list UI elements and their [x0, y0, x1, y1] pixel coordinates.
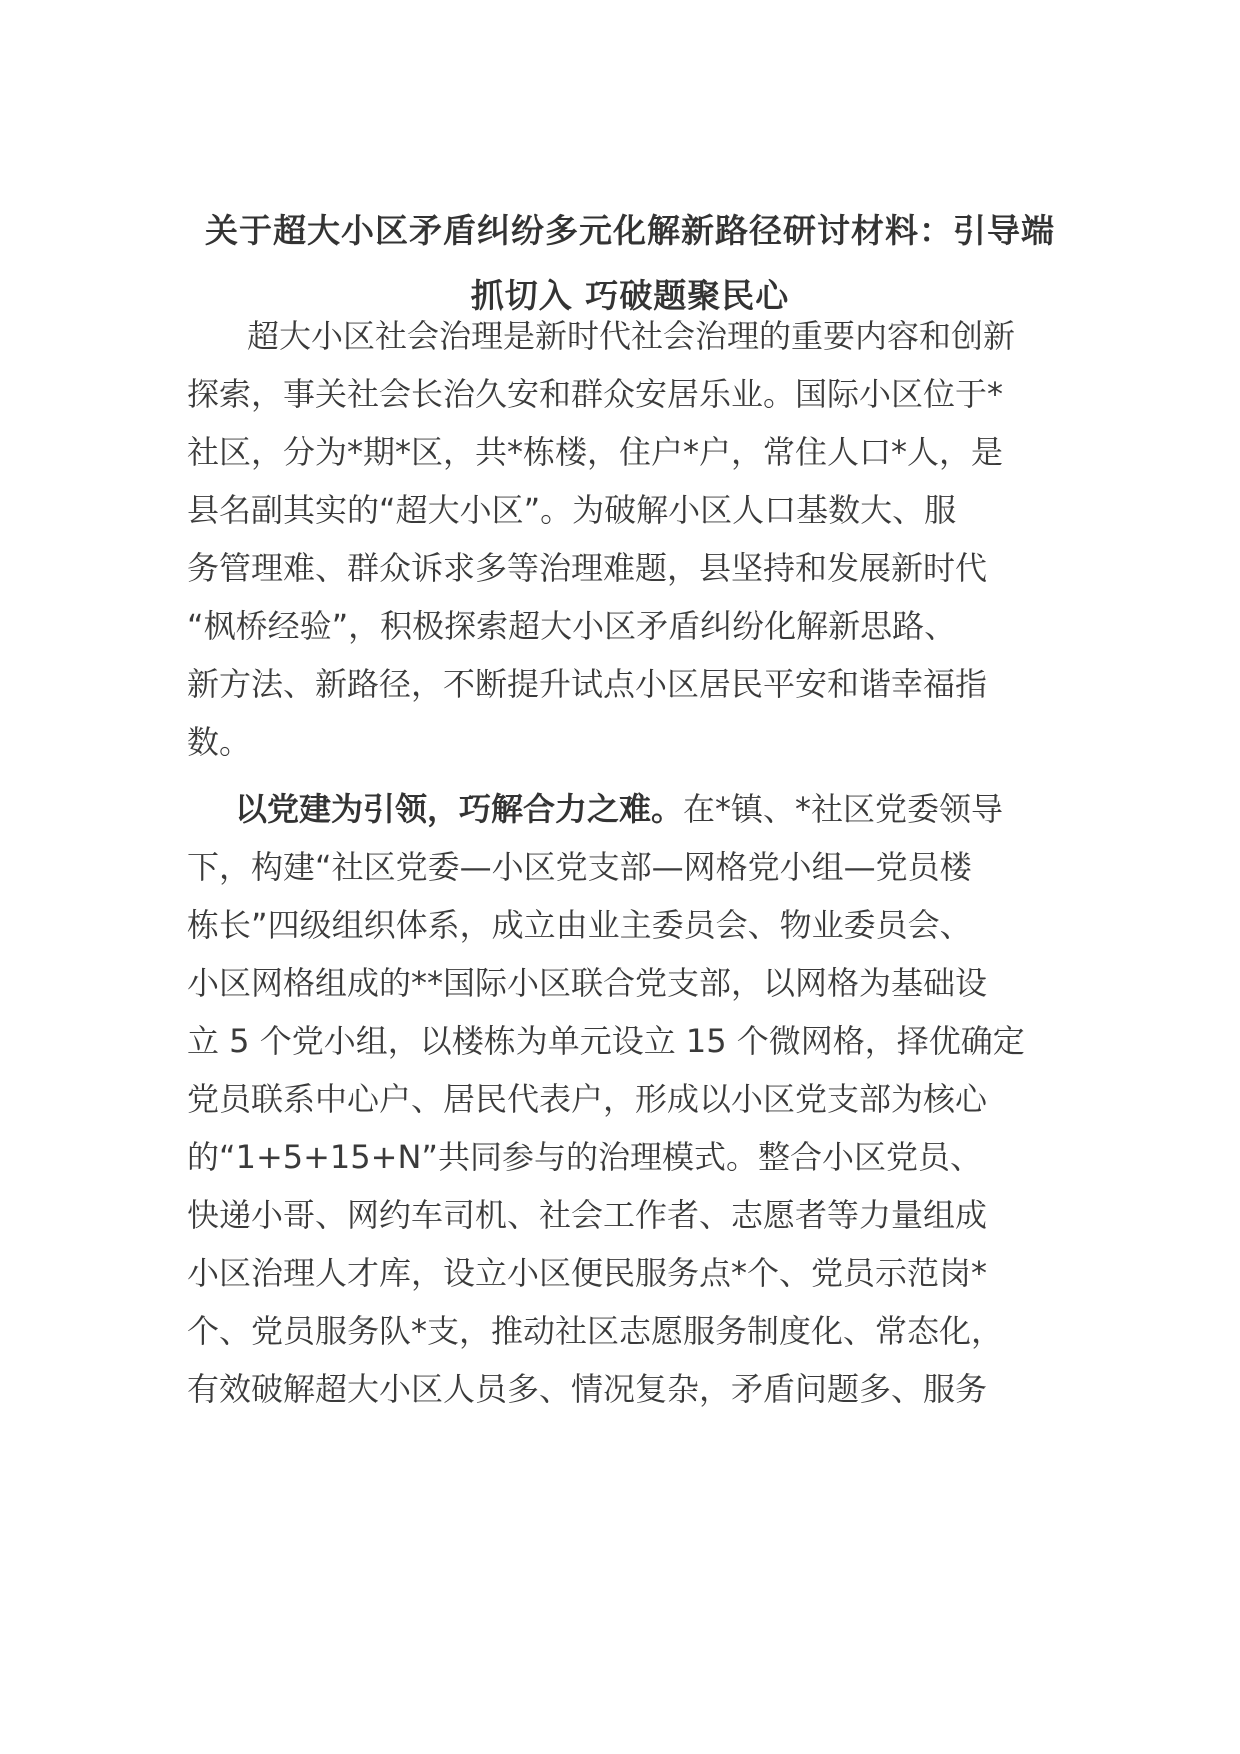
paragraph-2-line-4: 小区网格组成的**国际小区联合党支部，以网格为基础设 — [187, 964, 988, 1002]
paragraph-2-line-9: 小区治理人才库，设立小区便民服务点*个、党员示范岗* — [187, 1254, 988, 1292]
paragraph-1-line-4: 县名副其实的“超大小区”。为破解小区人口基数大、服 — [187, 491, 957, 529]
paragraph-2-first-line-rest: 在*镇、*社区党委领导 — [683, 790, 1004, 828]
paragraph-1-line-1: 超大小区社会治理是新时代社会治理的重要内容和创新 — [247, 317, 1016, 355]
paragraph-2-line-2: 下，构建“社区党委—小区党支部—网格党小组—党员楼 — [187, 848, 972, 886]
paragraph-2-line-3: 栋长”四级组织体系，成立由业主委员会、物业委员会、 — [187, 906, 972, 944]
document-title-line-2: 抓切入 巧破题聚民心 — [470, 276, 790, 315]
paragraph-1-line-8: 数。 — [187, 723, 252, 761]
paragraph-2-line-6: 党员联系中心户、居民代表户，形成以小区党支部为核心 — [187, 1080, 988, 1118]
paragraph-1-line-5: 务管理难、群众诉求多等治理难题，县坚持和发展新时代 — [187, 549, 988, 587]
paragraph-1-line-3: 社区，分为*期*区，共*栋楼，住户*户，常住人口*人，是 — [187, 433, 1004, 471]
paragraph-2-line-5: 立 5 个党小组，以楼栋为单元设立 15 个微网格，择优确定 — [187, 1022, 1025, 1060]
paragraph-2-line-8: 快递小哥、网约车司机、社会工作者、志愿者等力量组成 — [187, 1196, 988, 1234]
paragraph-1-line-6: “枫桥经验”，积极探索超大小区矛盾纠纷化解新思路、 — [187, 607, 957, 645]
document-title-line-1: 关于超大小区矛盾纠纷多元化解新路径研讨材料：引导端 — [205, 211, 1055, 250]
paragraph-2-heading: 以党建为引领，巧解合力之难。 — [235, 790, 684, 828]
paragraph-2-line-7: 的“1+5+15+N”共同参与的治理模式。整合小区党员、 — [187, 1138, 982, 1176]
paragraph-1-line-2: 探索，事关社会长治久安和群众安居乐业。国际小区位于* — [187, 375, 1004, 413]
paragraph-2-line-11: 有效破解超大小区人员多、情况复杂，矛盾问题多、服务 — [187, 1370, 988, 1408]
paragraph-1-line-7: 新方法、新路径，不断提升试点小区居民平安和谐幸福指 — [187, 665, 988, 703]
paragraph-2-line-1 — [235, 789, 1003, 829]
paragraph-2-line-10: 个、党员服务队*支，推动社区志愿服务制度化、常态化， — [187, 1312, 1004, 1350]
